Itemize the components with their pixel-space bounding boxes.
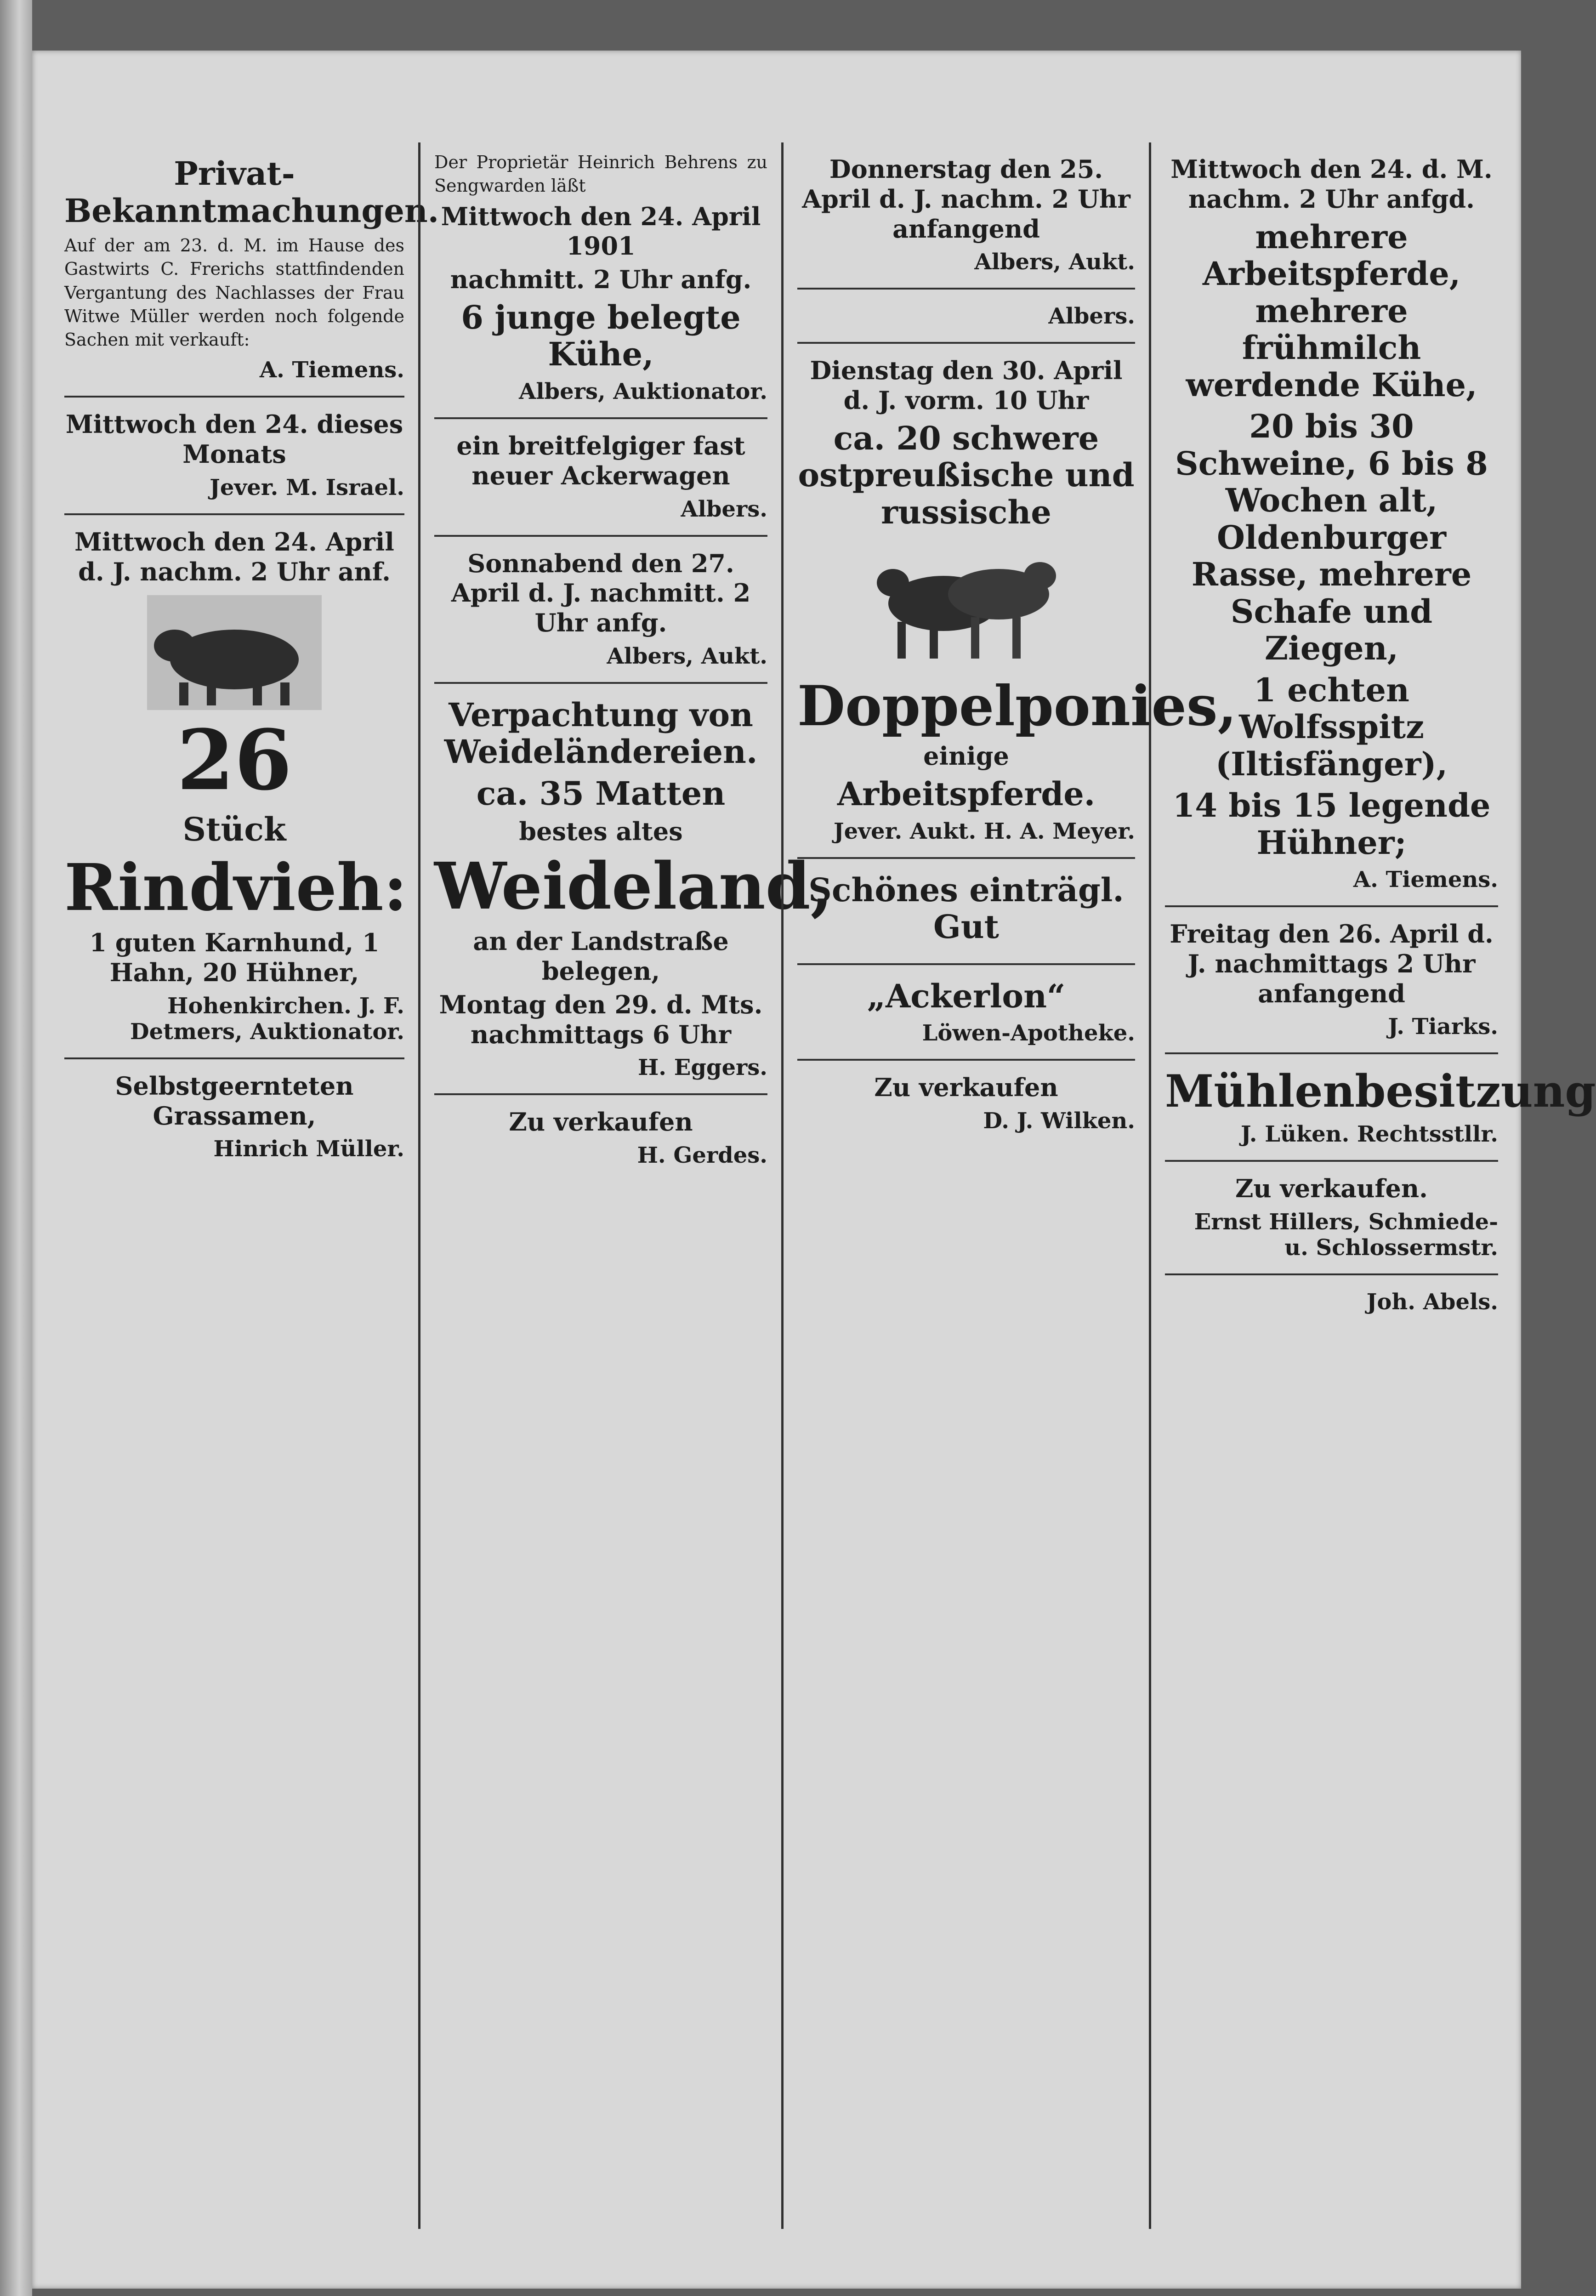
ad-grassamen (64, 1059, 404, 1175)
newspaper-page (32, 51, 1596, 2289)
karnhund-line: 1 guten Karnhund, 1 Hahn, 20 Hühner, (89, 928, 380, 987)
ad-fahrraeder (1165, 1162, 1498, 1275)
ad-hozzel-2 (797, 290, 1135, 344)
ad-signature: Jever. Aukt. H. A. Meyer. (833, 818, 1135, 844)
ad-signature: Albers. (681, 496, 767, 522)
ad-signature: J. Tiarks. (1388, 1014, 1498, 1040)
ad-big-line: ca. 20 schwere ostpreußische und russische (798, 419, 1135, 531)
ad-subheading-2: an der Landstraße belegen, (473, 926, 729, 986)
ad-signature: Ernst Hillers, Schmiede- u. Schlossermstr. (1194, 1209, 1498, 1261)
ad-heading: Zu verkaufen (874, 1073, 1058, 1103)
ad-heading: Freitag den 26. April d. J. nachmittags 2 Uhr anfangend (1170, 919, 1494, 1008)
scanner-left-edge (0, 0, 32, 2296)
ad-signature: Hinrich Müller. (213, 1136, 404, 1162)
section-title: Privat-Bekanntmachungen. (64, 154, 439, 230)
ad-beushausen (64, 398, 404, 515)
ad-hens-line: 14 bis 15 legende Hühner; (1172, 786, 1491, 862)
ad-ackerlon (797, 965, 1135, 1061)
column-4 (1149, 142, 1596, 2229)
ad-heading: Mittwoch den 24. dieses Monats (65, 409, 403, 469)
ad-mid-line: 20 bis 30 Schweine, 6 bis 8 Wochen alt, Oldenburger Rasse, mehrere Schafe und Ziegen, (1175, 407, 1488, 668)
horses-illustration (861, 539, 1072, 668)
ad-heading: Mittwoch den 24. April d. J. nachm. 2 Uhr anf. (74, 527, 394, 586)
ad-pflanzkartoffeln (797, 1061, 1135, 1147)
ad-signature: Albers, Aukt. (974, 249, 1135, 275)
ad-signature: D. J. Wilken. (983, 1108, 1135, 1134)
ad-heading: „Ackerlon“ (867, 977, 1066, 1015)
ad-signature: J. Lüken. Rechtsstllr. (1240, 1121, 1498, 1148)
ad-text: Der Proprietär Heinrich Behrens zu Sengwarden läßt (434, 152, 767, 196)
ad-heading: Zu verkaufen. (1235, 1174, 1428, 1204)
doppelponies-heading: Doppelponies, (797, 674, 1237, 739)
ad-signature: Albers, Aukt. (607, 643, 767, 669)
cow-illustration (147, 595, 322, 710)
rindvieh-count: 26 (176, 711, 292, 809)
ad-dog-line: 1 echten Wolfsspitz (Iltisfänger), (1215, 671, 1448, 783)
ad-signature: Albers, Auktionator. (519, 378, 767, 404)
ad-rindvieh (64, 515, 408, 1059)
ad-signature: Joh. Abels. (1366, 1289, 1498, 1315)
ad-heading: Donnerstag den 25. April d. J. nachm. 2 Uhr anfangend (802, 154, 1130, 244)
ad-muehlenbesitzung (1165, 1054, 1596, 1162)
ad-heading: Selbstgeernteten Grassamen, (115, 1071, 354, 1131)
ad-big-line: mehrere Arbeitspferde, mehrere frühmilch werdende Kühe, (1186, 217, 1477, 404)
ad-abels (1165, 1275, 1498, 1328)
ad-behrens (434, 142, 767, 419)
column-3 (781, 142, 1237, 2229)
ad-signature: Löwen-Apotheke. (922, 1020, 1135, 1046)
ad-signature: A. Tiemens. (259, 357, 404, 383)
ad-bullkaelber (434, 1095, 767, 1181)
ad-janssen (434, 537, 767, 684)
ad-weideland (434, 684, 833, 1095)
ad-heading: Mittwoch den 24. d. M. nachm. 2 Uhr anfgd. (1170, 154, 1493, 214)
column-2 (418, 142, 833, 2229)
ad-signature: Jever. M. Israel. (210, 475, 404, 501)
ad-signature: H. Eggers. (637, 1055, 767, 1081)
ad-signature: H. Gerdes. (637, 1142, 767, 1169)
einige-line: einige (923, 741, 1009, 771)
ad-heading: Mühlenbesitzung (1165, 1065, 1596, 1118)
ad-signature: Hohenkirchen. J. F. Detmers, Auktionator. (130, 993, 404, 1045)
ad-date: Montag den 29. d. Mts. nachmittags 6 Uhr (439, 989, 763, 1049)
ad-heading: Zu verkaufen (509, 1107, 693, 1137)
rindvieh-heading: Rindvieh: (64, 850, 408, 926)
ad-privat-bekanntmachungen (64, 142, 439, 398)
ad-heading: Dienstag den 30. April d. J. vorm. 10 Uhr (810, 356, 1123, 415)
ad-text: Auf der am 23. d. M. im Hause des Gastwirts C. Frerichs stattfindenden Vergantung des Nachlasses der Frau Witwe Müller werden noch folgende Sachen mit verkauft: (64, 235, 404, 350)
ad-signature: Albers. (1048, 303, 1135, 330)
ad-big-line: 6 junge belegte Kühe, (461, 298, 741, 374)
ad-ackerwagen (434, 419, 767, 537)
ad-heading: Schönes einträgl. Gut (808, 870, 1124, 946)
column-1 (51, 142, 439, 2229)
ad-signature: A. Tiemens. (1353, 867, 1498, 893)
ad-subheading: nachmitt. 2 Uhr anfg. (450, 265, 752, 295)
ad-ponies (797, 344, 1237, 858)
ad-zingels (1165, 142, 1498, 907)
ad-subheading: bestes altes (519, 817, 683, 847)
ad-hozzel (797, 142, 1135, 290)
ad-big-line: ca. 35 Matten (476, 774, 726, 813)
weideland-heading: Weideland, (434, 849, 833, 925)
stueck-label: Stück (182, 810, 286, 848)
ad-heading: ein breitfelgiger fast neuer Ackerwagen (456, 431, 745, 490)
ad-heading: Verpachtung von Weideländereien. (444, 695, 758, 771)
ad-heading: Sonnabend den 27. April d. J. nachmitt. 2 Uhr anfg. (451, 548, 751, 638)
ad-heading: Mittwoch den 24. April 1901 (441, 201, 761, 261)
ad-gut (797, 859, 1135, 965)
arbeitspferde-line: Arbeitspferde. (837, 775, 1096, 813)
ad-hooksiel (1165, 907, 1498, 1054)
